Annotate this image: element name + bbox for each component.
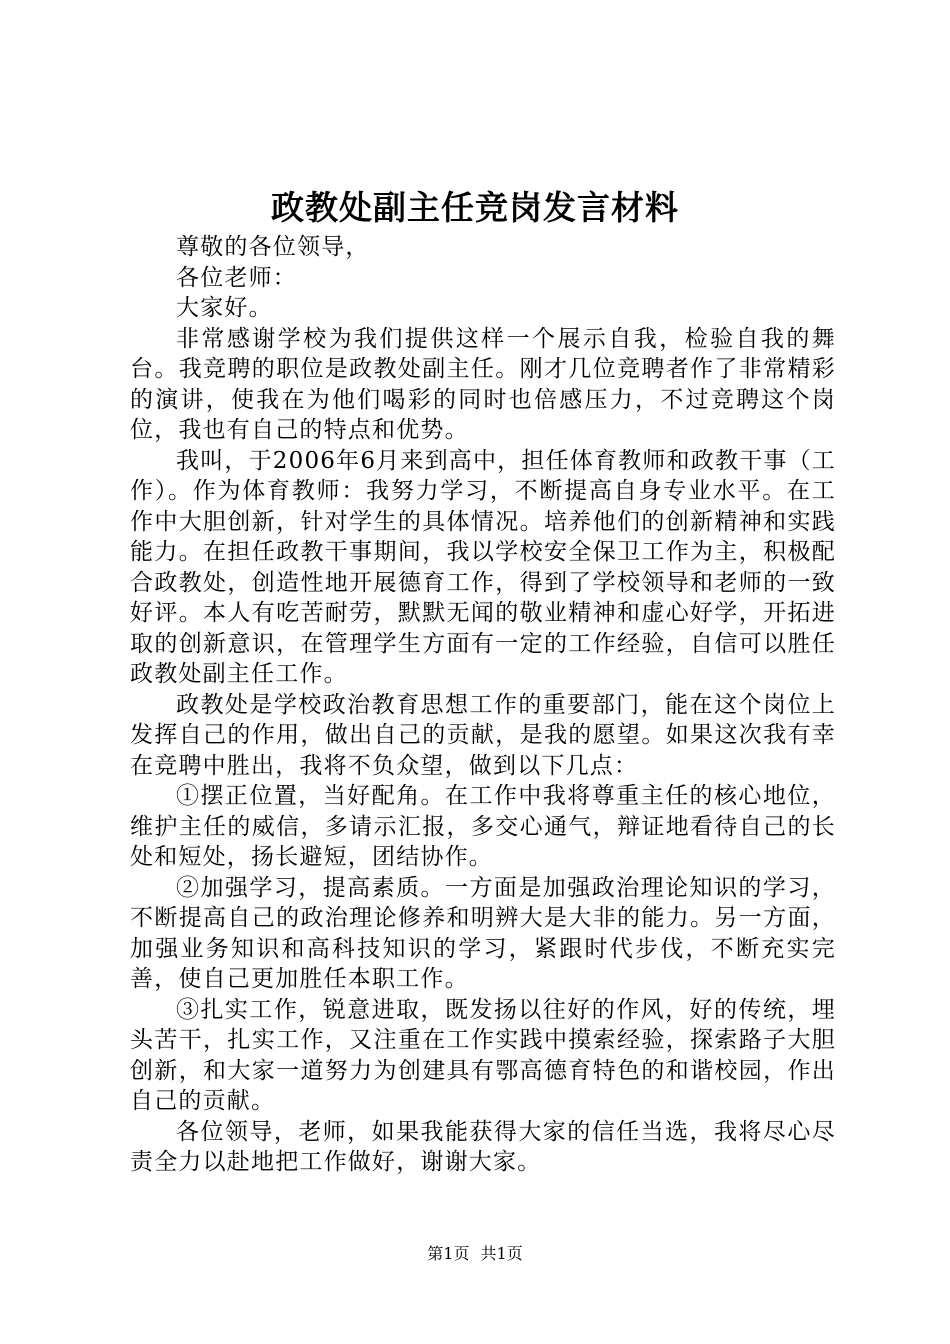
salutation-leaders: 尊敬的各位领导， (176, 234, 370, 260)
point-2: ②加强学习，提高素质。一方面是加强政治理论知识的学习，不断提高自己的政治理论修养和明辨大是大非的能力。另一方面，加强业务知识和高科技知识的学习，紧跟时代步伐，不断充实完善，使自己更加胜任本职工作。 (130, 874, 836, 992)
page-footer (0, 1244, 950, 1264)
paragraph-background: 我叫，于2006年6月来到高中，担任体育教师和政教干事（工作）。作为体育教师：我努力学习，不断提高自身专业水平。在工作中大胆创新，针对学生的具体情况。培养他们的创新精神和实践能力。在担任政教干事期间，我以学校安全保卫工作为主，积极配合政教处，创造性地开展德育工作，得到了学校领导和老师的一致好评。本人有吃苦耐劳，默默无闻的敬业精神和虚心好学，开拓进取的创新意识，在管理学生方面有一定的工作经验，自信可以胜任政教处副主任工作。 (130, 447, 836, 687)
page-title: 政教处副主任竞岗发言材料 (271, 188, 679, 227)
point-1: ①摆正位置，当好配角。在工作中我将尊重主任的核心地位，维护主任的威信，多请示汇报，多交心通气，辩证地看待自己的长处和短处，扬长避短，团结协作。 (130, 783, 836, 870)
document-body (130, 232, 836, 1178)
salutation-teachers: 各位老师： (176, 264, 297, 291)
paragraph-closing: 各位领导，老师，如果我能获得大家的信任当选，我将尽心尽责全力以赴地把工作做好，谢谢大家。 (130, 1118, 836, 1175)
paragraph-goal: 政教处是学校政治教育思想工作的重要部门，能在这个岗位上发挥自己的作用，做出自己的贡献，是我的愿望。如果这次我有幸在竞聘中胜出，我将不负众望，做到以下几点： (130, 691, 836, 779)
page-number: 第1页 (427, 1244, 470, 1263)
point-3: ③扎实工作，锐意进取，既发扬以往好的作风，好的传统，埋头苦干，扎实工作，又注重在工作实践中摸索经验，探索路子大胆创新，和大家一道努力为创建具有鄂高德育特色的和谐校园，作出自己的贡献。 (130, 996, 836, 1114)
paragraph-intro: 非常感谢学校为我们提供这样一个展示自我，检验自我的舞台。我竞聘的职位是政教处副主任。刚才几位竞聘者作了非常精彩的演讲，使我在为他们喝彩的同时也倍感压力，不过竞聘这个岗位，我也有自己的特点和优势。 (130, 325, 836, 443)
greeting: 大家好。 (176, 295, 273, 321)
page-total: 共1页 (480, 1244, 523, 1263)
